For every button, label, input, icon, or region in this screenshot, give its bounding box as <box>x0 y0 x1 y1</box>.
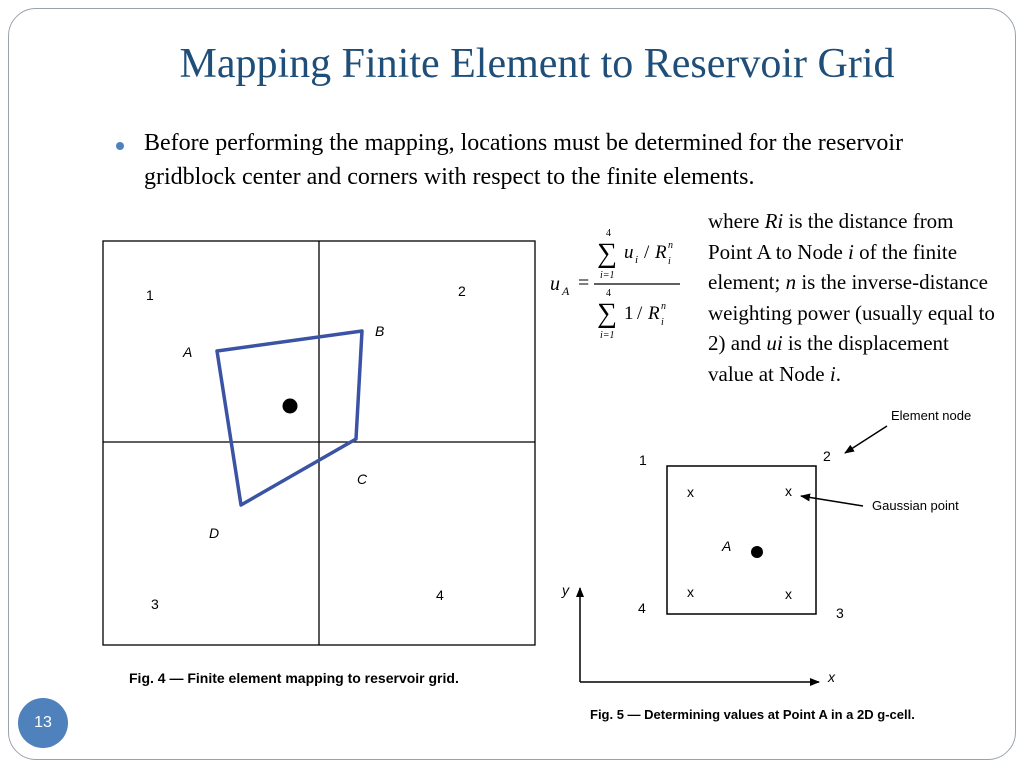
explanation-text-1: where <box>708 209 765 233</box>
corner-label-d: D <box>209 525 220 541</box>
fig5-caption: Fig. 5 — Determining values at Point A in a 2D g-cell. <box>590 707 915 722</box>
explanation-text-6: . <box>835 361 841 386</box>
explanation-text-2: is the distance from Point A to Node <box>708 209 954 264</box>
gauss-point-mark-1: x <box>687 484 694 500</box>
eq-equals: = <box>578 272 590 294</box>
eq-num-lower: i=1 <box>600 270 615 281</box>
eq-lhs-sub: A <box>562 284 570 298</box>
explanation-text-4: is the inverse-distance weighting power (usually equal to 2) and <box>708 270 995 355</box>
finite-element-outline <box>217 331 362 505</box>
gauss-point-mark-4: x <box>785 586 792 602</box>
eq-den-sigma: ∑ <box>597 298 617 329</box>
element-node-label: Element node <box>891 408 972 423</box>
node-label-4: 4 <box>638 600 646 616</box>
eq-den-r-sup: n <box>661 301 666 312</box>
eq-num-r-sup: n <box>668 240 673 251</box>
gaussian-point-arrow <box>801 496 863 506</box>
corner-label-b: B <box>375 323 385 339</box>
eq-den-one: 1 <box>624 303 634 324</box>
node-label-2: 2 <box>823 448 831 464</box>
explanation-var-i: i <box>848 239 854 264</box>
eq-num-slash: / <box>644 242 650 263</box>
eq-num-u: u <box>624 242 634 263</box>
explanation-text-3: of the finite element; <box>708 239 958 294</box>
point-a-marker <box>751 546 763 558</box>
element-node-arrow <box>845 426 887 453</box>
eq-den-r-sub: i <box>661 317 664 328</box>
y-axis-label: y <box>562 582 569 598</box>
eq-num-r-sub: i <box>668 256 671 267</box>
explanation-var-i-2: i <box>829 361 836 386</box>
eq-den-upper: 4 <box>606 288 611 299</box>
node-label-3: 3 <box>836 605 844 621</box>
node-label-1: 1 <box>639 452 647 468</box>
fig4-caption: Fig. 4 — Finite element mapping to reservoir grid. <box>129 670 459 686</box>
bullet-marker <box>116 142 124 150</box>
gauss-point-mark-2: x <box>785 483 792 499</box>
corner-label-c: C <box>357 471 368 487</box>
eq-num-r: R <box>655 242 667 263</box>
fig5-diagram <box>560 402 1000 728</box>
eq-num-upper: 4 <box>606 228 611 239</box>
explanation-var-ri: Ri <box>764 209 784 233</box>
gauss-point-mark-3: x <box>687 584 694 600</box>
gridblock-center-point <box>283 399 298 414</box>
explanation-text-5: is the displacement value at Node <box>708 331 949 386</box>
eq-num-u-sub: i <box>635 254 639 266</box>
eq-den-lower: i=1 <box>600 330 615 341</box>
cell-label-3: 3 <box>151 596 159 612</box>
eq-den-r: R <box>648 303 660 324</box>
eq-den-slash: / <box>637 303 643 324</box>
point-a-label: A <box>722 538 732 554</box>
x-axis-label: x <box>828 669 835 685</box>
cell-label-4: 4 <box>436 587 444 603</box>
bullet-text: Before performing the mapping, locations must be determined for the reservoir gridblock center and corners with respect to the finite elements. <box>144 130 904 190</box>
eq-num-sigma: ∑ <box>597 238 617 269</box>
explanation-var-n: n <box>785 270 797 294</box>
cell-label-1: 1 <box>146 287 154 303</box>
gaussian-point-label: Gaussian point <box>872 498 959 513</box>
fig4-diagram <box>100 238 540 693</box>
slide-title: Mapping Finite Element to Reservoir Grid <box>179 41 895 87</box>
equation-explanation <box>708 206 998 389</box>
corner-label-a: A <box>183 344 193 360</box>
cell-label-2: 2 <box>458 283 466 299</box>
idw-equation <box>546 224 686 348</box>
eq-lhs: u <box>550 273 560 295</box>
explanation-var-ui: ui <box>766 331 783 355</box>
page-number-badge: 13 <box>18 698 68 748</box>
